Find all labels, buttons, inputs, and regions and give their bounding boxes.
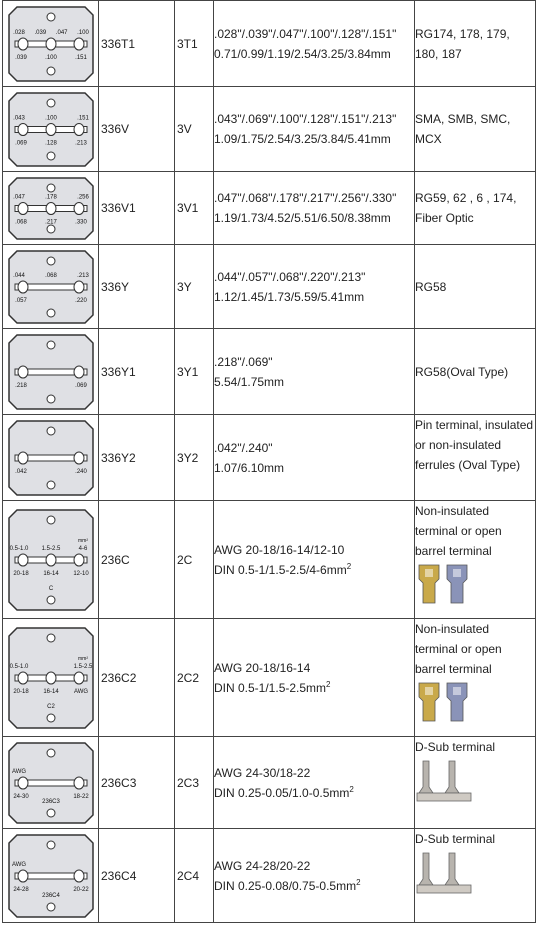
die-label: .069: [14, 140, 27, 146]
application-text: Non-insulated terminal or open barrel terminal: [415, 622, 502, 676]
die-label: 12-10: [72, 570, 89, 577]
die-cavity: [46, 123, 56, 135]
size-metric: 1.09/1.75/2.54/3.25/3.84/5.41mm: [214, 132, 391, 146]
die-label: 16-14: [42, 688, 59, 695]
application-text: RG58: [415, 279, 447, 294]
application-cell: [415, 1, 536, 87]
die-cavity: [18, 281, 28, 293]
die-hole-top: [47, 749, 55, 757]
model-number: 336T1: [99, 1, 175, 87]
terminal-image: [415, 563, 475, 607]
size-cell: [214, 87, 415, 172]
size-cell: [214, 737, 415, 829]
application-cell: [415, 245, 536, 329]
application-text: RG59, 62 , 6 , 174, Fiber Optic: [415, 191, 517, 225]
application-cell: [415, 619, 536, 737]
die-label: .042: [14, 468, 27, 475]
die-image: [7, 91, 95, 168]
size-inch: .047"/.068"/.178"/.217"/.256"/.330": [214, 191, 397, 205]
terminal-image: [415, 851, 475, 895]
die-image: [7, 249, 95, 325]
size-cell: [214, 501, 415, 619]
die-code: 3Y1: [175, 329, 214, 415]
die-label: .151: [76, 115, 89, 121]
die-cavity: [18, 554, 28, 566]
die-label: .039: [33, 29, 46, 36]
die-label: 236C3: [41, 798, 60, 805]
model-number: 236C2: [99, 619, 175, 737]
table-row: [3, 1, 536, 87]
die-label: 20-18: [12, 570, 29, 577]
die-label: AWG: [11, 861, 26, 868]
die-cavity: [74, 870, 84, 882]
die-cavity: [18, 123, 28, 135]
size-inch: AWG 24-30/18-22: [214, 765, 311, 780]
size-inch: AWG 20-18/16-14/12-10: [214, 542, 345, 557]
die-hole-top: [47, 516, 55, 524]
die-cavity: [74, 777, 84, 789]
table-row: [3, 829, 536, 923]
die-cell: [3, 329, 99, 415]
table-row: [3, 172, 536, 245]
die-hole-top: [47, 13, 55, 21]
die-cavity: [18, 672, 28, 684]
table-row: [3, 501, 536, 619]
application-text: SMA, SMB, SMC, MCX: [415, 112, 511, 146]
die-image: [7, 333, 95, 411]
die-code: 2C4: [175, 829, 214, 923]
die-label: .220: [74, 297, 87, 304]
size-metric: [214, 876, 414, 896]
die-label: .240: [74, 468, 87, 475]
die-hole-bottom: [47, 714, 55, 722]
size-metric: 1.07/6.10mm: [214, 460, 285, 475]
die-label: 24-28: [12, 886, 29, 893]
die-label: 0.5-1.0: [9, 545, 28, 552]
die-hole-top: [47, 634, 55, 642]
die-hole-top: [47, 257, 55, 265]
application-text: RG174, 178, 179, 180, 187: [415, 26, 510, 61]
die-label: 24-30: [12, 793, 29, 800]
die-label: .069: [74, 382, 87, 389]
size-metric-superscript: 2: [346, 561, 352, 571]
die-label: 16-14: [42, 570, 59, 577]
size-cell: [214, 619, 415, 737]
die-label: AWG: [11, 768, 26, 775]
model-number: 336V1: [99, 172, 175, 245]
model-number: 236C: [99, 501, 175, 619]
size-metric-text: DIN 0.5-1/1.5-2.5/4-6mm: [214, 562, 347, 577]
die-hole-bottom: [47, 395, 55, 403]
die-label: .100: [44, 115, 57, 121]
die-cavity: [74, 38, 84, 50]
table-row: [3, 415, 536, 501]
die-cavity: [74, 452, 84, 464]
table-row: [3, 329, 536, 415]
die-label: .044: [12, 272, 25, 279]
die-cavity: [74, 554, 84, 566]
terminal-carrier-strip: [417, 885, 471, 893]
die-label: .217: [44, 219, 57, 225]
die-cavity: [46, 672, 56, 684]
die-label: 18-22: [72, 793, 89, 800]
size-inch: .044"/.057"/.068"/.220"/.213": [214, 269, 366, 284]
die-hole-top: [47, 841, 55, 849]
terminal-shape: [445, 761, 459, 793]
application-cell: [415, 501, 536, 619]
die-label: .128: [44, 140, 57, 146]
die-label: .068: [14, 219, 27, 225]
die-image: [7, 176, 95, 241]
crimp-die-table: [2, 0, 536, 923]
die-label: .213: [76, 272, 89, 279]
terminal-image: [415, 681, 475, 725]
die-image: [7, 626, 95, 730]
application-text: Non-insulated terminal or open barrel terminal: [415, 504, 502, 558]
die-code: 2C: [175, 501, 214, 619]
size-inch: .043"/.069"/.100"/.128"/.151"/.213": [214, 112, 397, 126]
die-cavity: [74, 202, 84, 214]
size-metric: [214, 783, 414, 803]
size-metric-text: DIN 0.25-0.08/0.75-0.5mm: [214, 878, 357, 893]
die-code: 3T1: [175, 1, 214, 87]
die-cavity: [18, 870, 28, 882]
die-label: C: [48, 585, 53, 592]
die-label: .213: [74, 140, 87, 146]
die-label: .047: [12, 194, 25, 200]
size-metric-superscript: 2: [326, 679, 331, 689]
application-text: RG58(Oval Type): [415, 364, 509, 379]
die-cavity: [74, 672, 84, 684]
die-label: C2: [46, 703, 55, 710]
die-code: 2C2: [175, 619, 214, 737]
application-cell: [415, 172, 536, 245]
table-row: [3, 245, 536, 329]
size-inch: .218"/.069": [214, 354, 273, 369]
terminal-shape: [419, 853, 433, 885]
size-cell: [214, 829, 415, 923]
terminal-shape: [445, 853, 459, 885]
die-cell: [3, 501, 99, 619]
application-text: D-Sub terminal: [415, 740, 496, 754]
die-cavity: [74, 123, 84, 135]
application-text: D-Sub terminal: [415, 832, 496, 846]
model-number: 236C4: [99, 829, 175, 923]
die-label: .068: [44, 272, 57, 279]
die-label: .039: [14, 54, 27, 61]
size-metric: 1.19/1.73/4.52/5.51/6.50/8.38mm: [214, 211, 391, 225]
die-image: [7, 508, 95, 612]
die-label: .256: [76, 194, 89, 200]
die-cavity: [18, 366, 28, 378]
die-hole-bottom: [47, 152, 55, 160]
die-code: 3Y: [175, 245, 214, 329]
die-cavity: [18, 452, 28, 464]
model-number: 336Y2: [99, 415, 175, 501]
die-cell: [3, 1, 99, 87]
model-number: 236C3: [99, 737, 175, 829]
die-label: 236C4: [41, 892, 60, 899]
die-label: .218: [14, 382, 27, 389]
size-inch: .028"/.039"/.047"/.100"/.128"/.151": [214, 26, 397, 41]
die-code: 2C3: [175, 737, 214, 829]
die-cavity: [46, 202, 56, 214]
application-cell: [415, 415, 536, 501]
die-code: 3Y2: [175, 415, 214, 501]
die-label: 20-18: [12, 688, 29, 695]
die-label: 20-22: [72, 886, 89, 893]
size-cell: [214, 329, 415, 415]
size-cell: [214, 1, 415, 87]
die-label: mm²: [77, 537, 88, 544]
die-hole-top: [47, 427, 55, 435]
size-cell: [214, 415, 415, 501]
die-cell: [3, 172, 99, 245]
die-image: [7, 741, 95, 825]
die-code: 3V: [175, 87, 214, 172]
model-number: 336Y: [99, 245, 175, 329]
size-metric: [214, 560, 414, 580]
size-metric: 0.71/0.99/1.19/2.54/3.25/3.84mm: [214, 46, 391, 61]
size-cell: [214, 245, 415, 329]
die-label: .178: [44, 194, 57, 200]
die-cell: [3, 737, 99, 829]
die-hole-bottom: [47, 596, 55, 604]
size-metric-superscript: 2: [349, 784, 354, 794]
terminal-shape: [419, 761, 433, 793]
die-image: [7, 833, 95, 919]
table-row: [3, 619, 536, 737]
die-cell: [3, 619, 99, 737]
die-image: [7, 419, 95, 497]
die-cavity: [46, 38, 56, 50]
die-label: .151: [74, 54, 87, 61]
die-label: 4-6: [78, 545, 87, 552]
model-number: 336Y1: [99, 329, 175, 415]
size-cell: [214, 172, 415, 245]
die-cavity: [74, 366, 84, 378]
die-hole-top: [47, 341, 55, 349]
die-cavity: [74, 281, 84, 293]
die-hole-top: [47, 184, 55, 192]
application-cell: [415, 87, 536, 172]
die-label: 0.5-1.0: [9, 663, 28, 670]
die-label: .043: [12, 115, 25, 121]
terminal-carrier-strip: [417, 793, 471, 801]
die-cavity: [18, 777, 28, 789]
die-cell: [3, 415, 99, 501]
die-label: mm²: [77, 655, 88, 662]
model-number: 336V: [99, 87, 175, 172]
die-label: 1.5-2.5: [73, 663, 92, 670]
die-code: 3V1: [175, 172, 214, 245]
application-text: Pin terminal, insulated or non-insulated ferrules (Oval Type): [415, 418, 534, 472]
terminal-image: [415, 759, 475, 803]
table-row: [3, 737, 536, 829]
application-cell: [415, 829, 536, 923]
size-inch: AWG 20-18/16-14: [214, 660, 311, 675]
die-hole-bottom: [47, 225, 55, 233]
die-cavity: [18, 202, 28, 214]
die-label: .047: [55, 29, 68, 36]
die-hole-top: [47, 99, 55, 107]
die-hole-bottom: [47, 67, 55, 75]
die-label: .100: [76, 29, 89, 36]
application-cell: [415, 737, 536, 829]
die-label: 1.5-2.5: [41, 545, 60, 552]
die-cavity: [46, 554, 56, 566]
size-metric: 5.54/1.75mm: [214, 374, 285, 389]
size-inch: AWG 24-28/20-22: [214, 858, 311, 873]
die-image: [7, 5, 95, 83]
die-label: .057: [14, 297, 27, 304]
die-label: .330: [74, 219, 87, 225]
die-cell: [3, 87, 99, 172]
size-metric-text: DIN 0.25-0.05/1.0-0.5mm: [214, 785, 350, 800]
size-metric: 1.12/1.45/1.73/5.59/5.41mm: [214, 289, 365, 304]
die-label: .100: [44, 54, 57, 61]
size-metric-text: DIN 0.5-1/1.5-2.5mm: [214, 680, 327, 695]
die-hole-bottom: [47, 809, 55, 817]
size-metric: [214, 678, 414, 698]
die-label: .028: [12, 29, 25, 36]
table-row: [3, 87, 536, 172]
size-inch: .042"/.240": [214, 440, 273, 455]
size-metric-superscript: 2: [356, 877, 361, 887]
die-label: AWG: [73, 688, 88, 695]
die-cavity: [18, 38, 28, 50]
die-cell: [3, 829, 99, 923]
die-hole-bottom: [47, 309, 55, 317]
die-cell: [3, 245, 99, 329]
die-hole-bottom: [47, 481, 55, 489]
application-cell: [415, 329, 536, 415]
die-hole-bottom: [47, 903, 55, 911]
